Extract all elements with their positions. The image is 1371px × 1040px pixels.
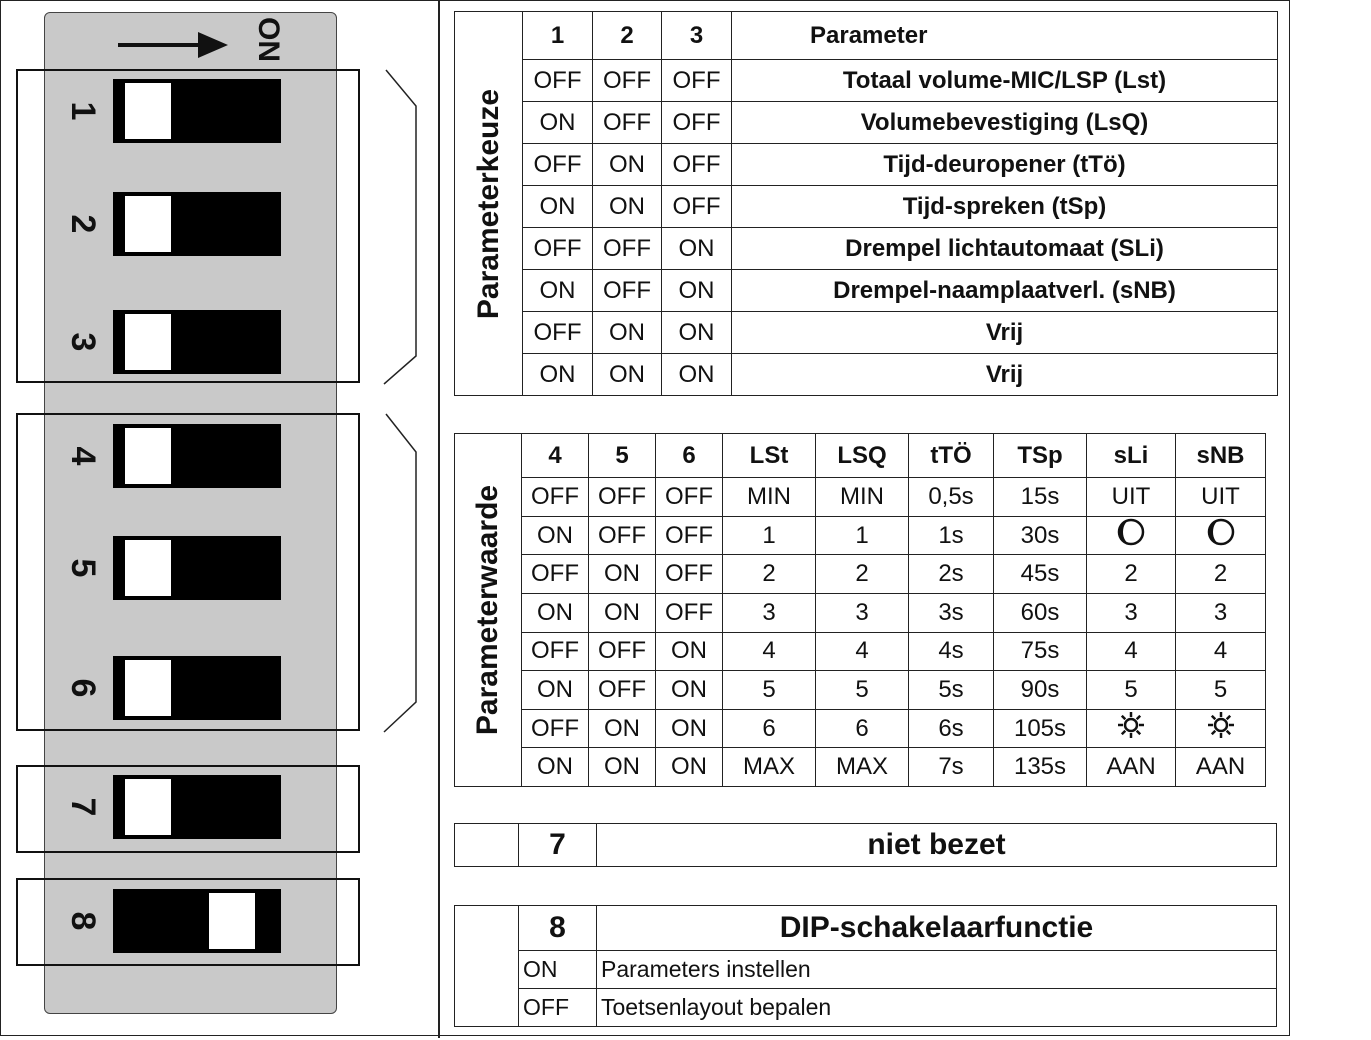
parameter-value-cell: 2: [1176, 555, 1266, 594]
dip-switch-2[interactable]: [113, 192, 281, 256]
dip-switch-knob[interactable]: [209, 893, 255, 949]
switch-state: ON: [662, 354, 732, 396]
parameter-value-cell: ON: [522, 593, 589, 632]
parameter-name: Drempel lichtautomaat (SLi): [732, 228, 1278, 270]
dip-switch-3[interactable]: [113, 310, 281, 374]
parameter-value-side-label-cell: [455, 434, 522, 787]
dip-switch-number: 3: [64, 332, 102, 352]
parameter-value-header: LSt: [723, 434, 816, 478]
parameter-value-cell: OFF: [589, 516, 656, 555]
group-bracket-1-3: [380, 66, 422, 386]
on-label: ON: [252, 17, 285, 62]
parameter-value-cell: 3: [723, 593, 816, 632]
dip-switch-4[interactable]: [113, 424, 281, 488]
parameter-name: Tijd-spreken (tSp): [732, 186, 1278, 228]
parameter-value-cell: UIT: [1087, 478, 1176, 517]
parameter-value-cell: UIT: [1176, 478, 1266, 517]
parameter-value-cell: 15s: [994, 478, 1087, 517]
parameter-value-cell: ON: [522, 516, 589, 555]
parameter-value-cell: 3: [816, 593, 909, 632]
switch-state: ON: [523, 102, 593, 144]
dip-switch-number: 1: [64, 101, 102, 121]
parameter-value-cell: MAX: [723, 748, 816, 787]
dip-switch-number: 7: [64, 797, 102, 817]
dip-switch-8[interactable]: [113, 889, 281, 953]
parameter-value-cell: 0,5s: [909, 478, 994, 517]
switch-state: ON: [593, 354, 662, 396]
parameter-value-cell: 6: [723, 709, 816, 748]
switch-state: OFF: [523, 60, 593, 102]
moon-icon-cell: [1176, 516, 1266, 555]
parameter-value-header: tTÖ: [909, 434, 994, 478]
switch7-label: niet bezet: [597, 824, 1277, 867]
parameter-value-cell: 4: [723, 632, 816, 671]
dip-switch-knob[interactable]: [125, 779, 171, 835]
switch8-desc-on: Parameters instellen: [597, 951, 1277, 989]
switch7-blank: [455, 824, 519, 867]
moon-icon: [1116, 517, 1146, 547]
parameter-value-cell: 1s: [909, 516, 994, 555]
direction-arrow-icon: [118, 30, 230, 60]
dip-switch-knob[interactable]: [125, 428, 171, 484]
switch-state: ON: [662, 228, 732, 270]
switch7-number: 7: [519, 824, 597, 867]
parameter-name: Totaal volume-MIC/LSP (Lst): [732, 60, 1278, 102]
moon-icon-cell: [1087, 516, 1176, 555]
parameter-select-header: 1: [523, 12, 593, 60]
parameter-value-cell: OFF: [656, 516, 723, 555]
switch-state: ON: [662, 312, 732, 354]
parameter-name: Vrij: [732, 312, 1278, 354]
parameter-value-cell: OFF: [522, 709, 589, 748]
dip-switch-knob[interactable]: [125, 83, 171, 139]
parameter-value-cell: OFF: [656, 555, 723, 594]
dip-switch-knob[interactable]: [125, 196, 171, 252]
switch-state: ON: [593, 186, 662, 228]
parameter-value-cell: ON: [522, 748, 589, 787]
switch-state: OFF: [662, 186, 732, 228]
dip-switch-number: 2: [64, 214, 102, 234]
parameter-value-cell: ON: [656, 671, 723, 710]
parameter-value-cell: OFF: [656, 593, 723, 632]
switch-state: OFF: [593, 60, 662, 102]
switch-state: ON: [593, 312, 662, 354]
parameter-value-cell: AAN: [1087, 748, 1176, 787]
parameter-value-cell: 2s: [909, 555, 994, 594]
switch-state: OFF: [662, 102, 732, 144]
parameter-value-cell: 6: [816, 709, 909, 748]
sun-icon-cell: [1087, 709, 1176, 748]
parameter-value-cell: 1: [816, 516, 909, 555]
parameter-value-side-label: Parameterwaarde: [471, 484, 504, 736]
parameter-value-cell: MIN: [723, 478, 816, 517]
parameter-name: Volumebevestiging (LsQ): [732, 102, 1278, 144]
parameter-value-cell: OFF: [522, 632, 589, 671]
switch-state: OFF: [662, 60, 732, 102]
parameter-value-cell: OFF: [522, 478, 589, 517]
switch8-table: [454, 905, 1277, 1027]
panel-divider: [438, 0, 440, 1038]
dip-switch-number: 8: [64, 911, 102, 931]
dip-switch-5[interactable]: [113, 536, 281, 600]
parameter-value-cell: 1: [723, 516, 816, 555]
parameter-value-cell: 4s: [909, 632, 994, 671]
parameter-value-cell: OFF: [589, 671, 656, 710]
switch-state: ON: [593, 144, 662, 186]
parameter-value-cell: ON: [589, 593, 656, 632]
parameter-value-cell: 7s: [909, 748, 994, 787]
group-bracket-4-6: [380, 410, 422, 734]
parameter-value-cell: 30s: [994, 516, 1087, 555]
switch8-blank: [455, 906, 519, 1027]
dip-switch-knob[interactable]: [125, 660, 171, 716]
dip-switch-7[interactable]: [113, 775, 281, 839]
parameter-value-cell: ON: [656, 709, 723, 748]
parameter-name: Vrij: [732, 354, 1278, 396]
dip-switch-knob[interactable]: [125, 540, 171, 596]
parameter-select-header: Parameter: [732, 12, 1278, 60]
parameter-value-cell: 75s: [994, 632, 1087, 671]
parameter-value-cell: ON: [522, 671, 589, 710]
parameter-value-header: sNB: [1176, 434, 1266, 478]
parameter-select-side-label: Parameterkeuze: [471, 88, 505, 319]
dip-switch-6[interactable]: [113, 656, 281, 720]
parameter-value-cell: 4: [1176, 632, 1266, 671]
switch-state: OFF: [662, 144, 732, 186]
parameter-value-cell: 4: [816, 632, 909, 671]
parameter-value-cell: 5: [1087, 671, 1176, 710]
switch-state: ON: [523, 186, 593, 228]
switch-state: OFF: [523, 144, 593, 186]
parameter-select-side-label-cell: [455, 12, 523, 396]
sun-icon: [1116, 710, 1146, 740]
parameter-value-cell: ON: [589, 709, 656, 748]
parameter-value-cell: ON: [656, 632, 723, 671]
switch-state: ON: [523, 270, 593, 312]
parameter-value-cell: 6s: [909, 709, 994, 748]
parameter-value-cell: OFF: [522, 555, 589, 594]
switch8-state-on: ON: [519, 951, 597, 989]
dip-switch-knob[interactable]: [125, 314, 171, 370]
parameter-value-cell: 4: [1087, 632, 1176, 671]
parameter-select-header: 2: [593, 12, 662, 60]
parameter-value-cell: 5: [723, 671, 816, 710]
parameter-value-header: 4: [522, 434, 589, 478]
parameter-select-header: 3: [662, 12, 732, 60]
switch-state: OFF: [523, 312, 593, 354]
sun-icon: [1206, 710, 1236, 740]
switch-state: OFF: [523, 228, 593, 270]
parameter-value-cell: OFF: [589, 478, 656, 517]
parameter-select-table: [454, 11, 1278, 396]
dip-switch-number: 4: [64, 446, 102, 466]
parameter-value-header: 6: [656, 434, 723, 478]
sun-icon-cell: [1176, 709, 1266, 748]
dip-switch-number: 6: [64, 678, 102, 698]
parameter-value-cell: 3: [1087, 593, 1176, 632]
parameter-value-cell: ON: [589, 748, 656, 787]
parameter-name: Tijd-deuropener (tTö): [732, 144, 1278, 186]
parameter-value-header: TSp: [994, 434, 1087, 478]
parameter-name: Drempel-naamplaatverl. (sNB): [732, 270, 1278, 312]
parameter-value-cell: 2: [816, 555, 909, 594]
parameter-value-cell: 5s: [909, 671, 994, 710]
parameter-value-cell: 135s: [994, 748, 1087, 787]
parameter-value-cell: OFF: [656, 478, 723, 517]
parameter-value-header: 5: [589, 434, 656, 478]
moon-icon: [1206, 517, 1236, 547]
parameter-value-cell: ON: [656, 748, 723, 787]
parameter-value-cell: 3: [1176, 593, 1266, 632]
parameter-value-cell: 2: [1087, 555, 1176, 594]
switch-state: OFF: [593, 102, 662, 144]
parameter-value-cell: 60s: [994, 593, 1087, 632]
parameter-value-cell: 5: [816, 671, 909, 710]
switch8-label: DIP-schakelaarfunctie: [597, 906, 1277, 951]
switch-state: ON: [662, 270, 732, 312]
parameter-value-header: sLi: [1087, 434, 1176, 478]
parameter-value-cell: 5: [1176, 671, 1266, 710]
parameter-value-cell: AAN: [1176, 748, 1266, 787]
parameter-value-cell: 45s: [994, 555, 1087, 594]
switch-state: OFF: [593, 270, 662, 312]
switch-state: ON: [523, 354, 593, 396]
parameter-value-table: [454, 433, 1266, 787]
parameter-value-cell: 105s: [994, 709, 1087, 748]
parameter-value-cell: MAX: [816, 748, 909, 787]
switch-state: OFF: [593, 228, 662, 270]
dip-switch-number: 5: [64, 558, 102, 578]
parameter-value-cell: 2: [723, 555, 816, 594]
parameter-value-cell: MIN: [816, 478, 909, 517]
switch8-desc-off: Toetsenlayout bepalen: [597, 989, 1277, 1027]
switch8-state-off: OFF: [519, 989, 597, 1027]
dip-switch-1[interactable]: [113, 79, 281, 143]
parameter-value-cell: 90s: [994, 671, 1087, 710]
parameter-value-cell: ON: [589, 555, 656, 594]
parameter-value-header: LSQ: [816, 434, 909, 478]
parameter-value-cell: 3s: [909, 593, 994, 632]
switch7-table: [454, 823, 1277, 867]
parameter-value-cell: OFF: [589, 632, 656, 671]
switch8-number: 8: [519, 906, 597, 951]
